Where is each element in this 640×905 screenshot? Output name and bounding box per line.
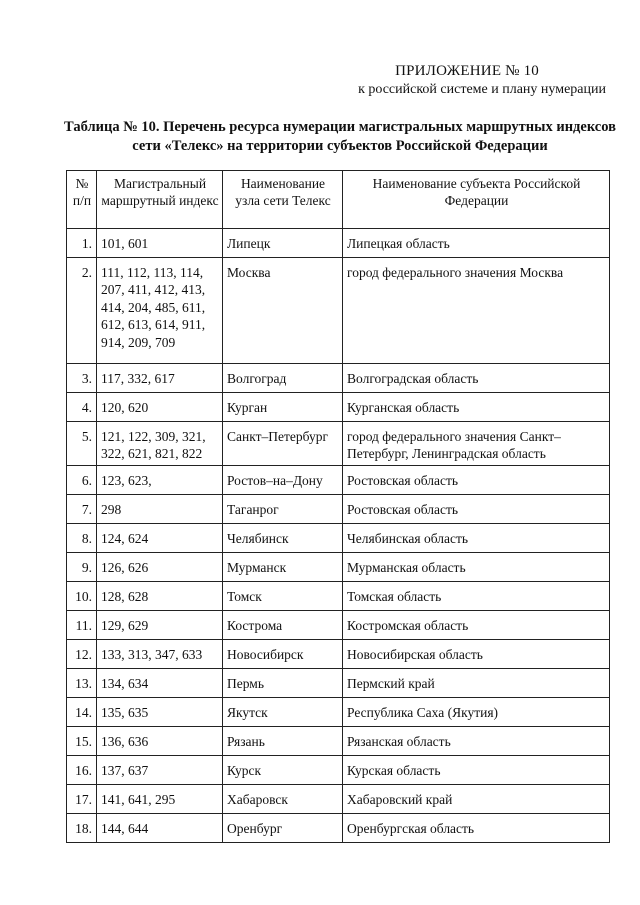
subject-name-cell: Республика Саха (Якутия) — [343, 698, 610, 727]
subject-name-cell: Курская область — [343, 756, 610, 785]
column-header-subject-name: Наименование субъекта Российской Федерации — [343, 171, 610, 229]
column-header-node-name: Наименование узла сети Телекс — [223, 171, 343, 229]
node-name-cell: Липецк — [223, 229, 343, 258]
node-name-cell: Хабаровск — [223, 785, 343, 814]
route-index-cell: 137, 637 — [97, 756, 223, 785]
row-number: 16. — [67, 756, 97, 785]
route-index-cell: 144, 644 — [97, 814, 223, 843]
table-row — [67, 495, 610, 524]
route-index-cell: 134, 634 — [97, 669, 223, 698]
route-index-cell: 117, 332, 617 — [97, 364, 223, 393]
table-row — [67, 553, 610, 582]
route-index-cell: 128, 628 — [97, 582, 223, 611]
route-index-cell: 133, 313, 347, 633 — [97, 640, 223, 669]
table-row — [67, 393, 610, 422]
subject-name-cell: город федерального значения Москва — [343, 258, 610, 364]
node-name-cell: Новосибирск — [223, 640, 343, 669]
table-row — [67, 669, 610, 698]
row-number: 3. — [67, 364, 97, 393]
node-name-cell: Пермь — [223, 669, 343, 698]
table-row — [67, 582, 610, 611]
node-name-cell: Кострома — [223, 611, 343, 640]
table-row — [67, 466, 610, 495]
row-number: 8. — [67, 524, 97, 553]
route-index-cell: 123, 623, — [97, 466, 223, 495]
route-index-cell: 135, 635 — [97, 698, 223, 727]
row-number: 14. — [67, 698, 97, 727]
subject-name-cell: Костромская область — [343, 611, 610, 640]
row-number: 6. — [67, 466, 97, 495]
table-row — [67, 785, 610, 814]
node-name-cell: Волгоград — [223, 364, 343, 393]
row-number: 12. — [67, 640, 97, 669]
subject-name-cell: Рязанская область — [343, 727, 610, 756]
table-row — [67, 640, 610, 669]
node-name-cell: Москва — [223, 258, 343, 364]
table-row — [67, 422, 610, 466]
node-name-cell: Якутск — [223, 698, 343, 727]
appendix-title: ПРИЛОЖЕНИЕ № 10 — [395, 63, 539, 79]
route-index-cell: 298 — [97, 495, 223, 524]
node-name-cell: Оренбург — [223, 814, 343, 843]
subject-name-cell: Новосибирская область — [343, 640, 610, 669]
subject-name-cell: Томская область — [343, 582, 610, 611]
route-index-cell: 141, 641, 295 — [97, 785, 223, 814]
row-number: 7. — [67, 495, 97, 524]
row-number: 9. — [67, 553, 97, 582]
row-number: 11. — [67, 611, 97, 640]
subject-name-cell: Челябинская область — [343, 524, 610, 553]
subject-name-cell: город федерального значения Санкт–Петербург, Ленинградская область — [343, 422, 610, 466]
table-row — [67, 524, 610, 553]
row-number: 18. — [67, 814, 97, 843]
node-name-cell: Томск — [223, 582, 343, 611]
route-index-cell: 129, 629 — [97, 611, 223, 640]
route-index-cell: 124, 624 — [97, 524, 223, 553]
subject-name-cell: Хабаровский край — [343, 785, 610, 814]
route-index-cell: 101, 601 — [97, 229, 223, 258]
table-row — [67, 258, 610, 364]
route-index-cell: 120, 620 — [97, 393, 223, 422]
subject-name-cell: Ростовская область — [343, 495, 610, 524]
column-header-number: № п/п — [67, 171, 97, 229]
subject-name-cell: Курганская область — [343, 393, 610, 422]
node-name-cell: Челябинск — [223, 524, 343, 553]
subject-name-cell: Волгоградская область — [343, 364, 610, 393]
table-row — [67, 756, 610, 785]
subject-name-cell: Мурманская область — [343, 553, 610, 582]
node-name-cell: Ростов–на–Дону — [223, 466, 343, 495]
row-number: 1. — [67, 229, 97, 258]
row-number: 17. — [67, 785, 97, 814]
row-number: 10. — [67, 582, 97, 611]
appendix-subtitle: к российской системе и плану нумерации — [358, 82, 606, 97]
node-name-cell: Рязань — [223, 727, 343, 756]
route-index-cell: 136, 636 — [97, 727, 223, 756]
subject-name-cell: Липецкая область — [343, 229, 610, 258]
row-number: 2. — [67, 258, 97, 364]
row-number: 5. — [67, 422, 97, 466]
node-name-cell: Санкт–Петербург — [223, 422, 343, 466]
row-number: 15. — [67, 727, 97, 756]
table-row — [67, 229, 610, 258]
table-caption: Таблица № 10. Перечень ресурса нумерации магистральных маршрутных индексов сети «Телекс» на территории субъектов Российской Федерации — [64, 119, 616, 154]
subject-name-cell: Оренбургская область — [343, 814, 610, 843]
route-index-cell: 126, 626 — [97, 553, 223, 582]
node-name-cell: Курск — [223, 756, 343, 785]
table-row — [67, 814, 610, 843]
subject-name-cell: Пермский край — [343, 669, 610, 698]
table-header-row — [67, 171, 610, 229]
node-name-cell: Курган — [223, 393, 343, 422]
row-number: 13. — [67, 669, 97, 698]
table-row — [67, 698, 610, 727]
node-name-cell: Таганрог — [223, 495, 343, 524]
row-number: 4. — [67, 393, 97, 422]
column-header-route-index: Магистральный маршрутный индекс — [97, 171, 223, 229]
table-row — [67, 364, 610, 393]
table-body — [67, 229, 610, 843]
table-row — [67, 727, 610, 756]
node-name-cell: Мурманск — [223, 553, 343, 582]
subject-name-cell: Ростовская область — [343, 466, 610, 495]
route-index-cell: 111, 112, 113, 114, 207, 411, 412, 413, 414, 204, 485, 611, 612, 613, 614, 911, 914, 209, 709 — [97, 258, 223, 364]
resource-table — [66, 170, 610, 843]
table-row — [67, 611, 610, 640]
route-index-cell: 121, 122, 309, 321, 322, 621, 821, 822 — [97, 422, 223, 466]
